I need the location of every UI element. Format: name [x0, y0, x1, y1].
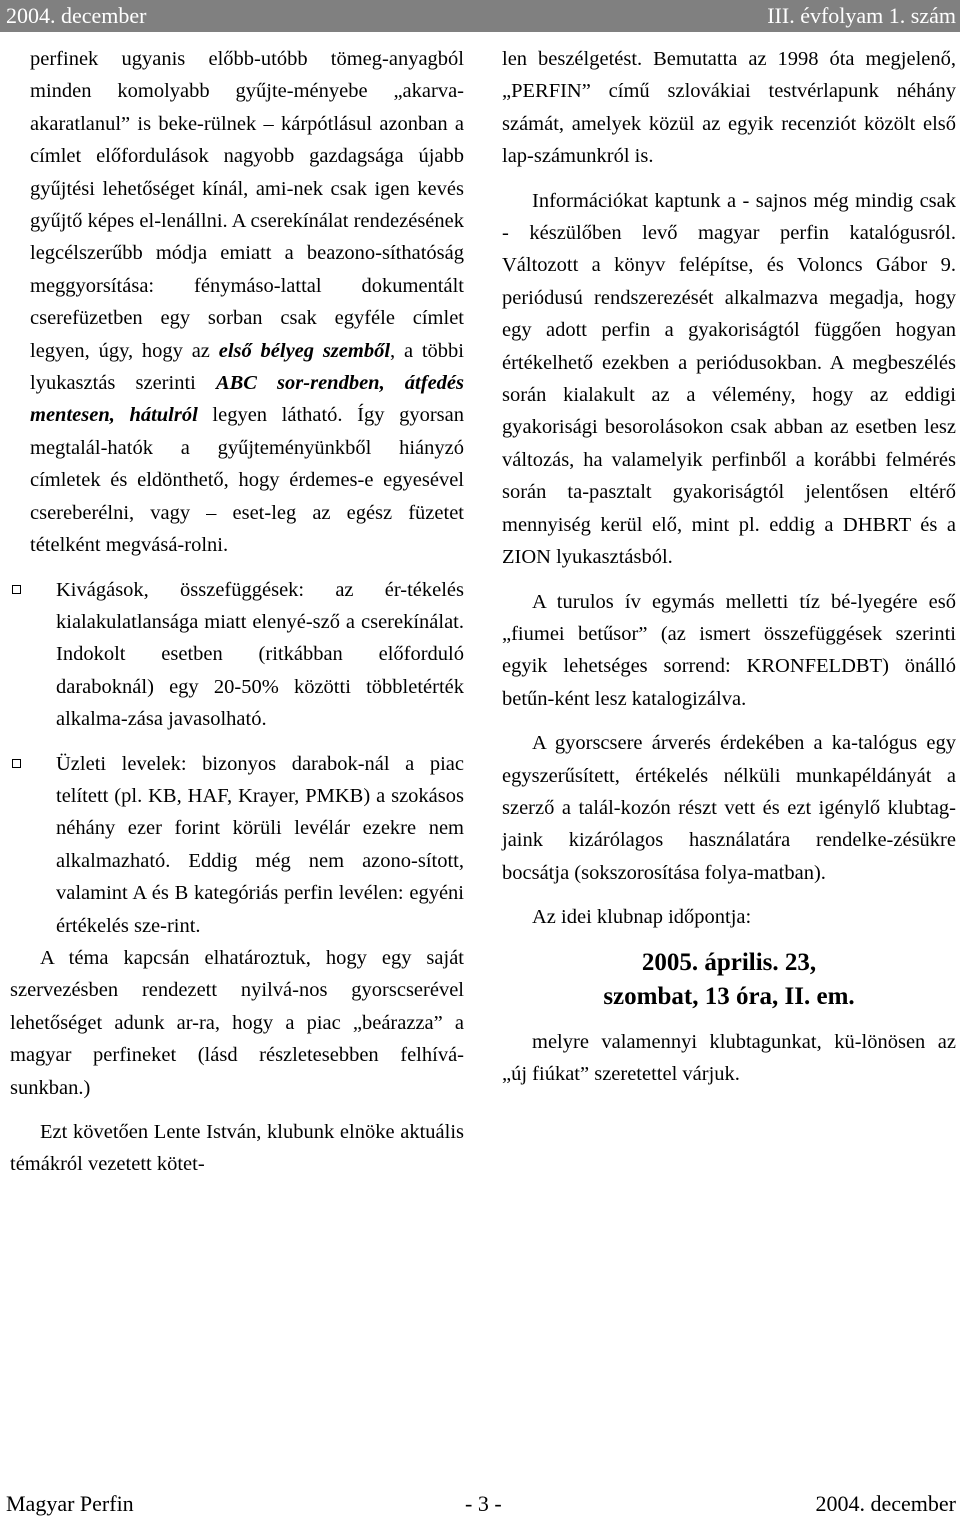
checkbox-bullet-icon	[12, 759, 21, 768]
left-paragraph-1	[30, 43, 464, 562]
header-volume: III. évfolyam 1. szám	[767, 3, 956, 28]
bullet-text: Üzleti levelek: bizonyos darabok-nál a piac telített (pl. KB, HAF, Krayer, PMKB) a szokásos néhány ezer forint körüli levélár ezekre nem alkalmazható. Eddig még nem azono-sított, valamint A és B kategóriás perfin levélen: egyéni értékelés sze-rint.	[56, 752, 464, 937]
text-run: , a többi lyukasztás szerinti	[30, 339, 464, 395]
bullet-item-uzleti-levelek	[12, 748, 464, 942]
footer-publication: Magyar Perfin	[6, 1491, 134, 1516]
bullet-text: Kivágások, összefüggések: az ér-tékelés kialakulatlansága miatt elenyé-sző a cserekínálat. Indokolt esetben (ritkábban előforduló daraboknál) egy 20-50% közötti többletérték alkalma-zása javasolható.	[56, 578, 464, 731]
right-paragraph-4: A gyorscsere árverés érdekében a ka-talógus egy egyszerűsített, értékelés nélküli munkapéldányát a szerző a talál-kozón részt vett és ezt igénylő klubtag-jaink kizárólagos használatára rendelke-zésükre bocsátja (sokszorosítása folya-matban).	[502, 732, 956, 884]
right-paragraph-2: Információkat kaptunk a - sajnos még mindig csak - készülőben levő magyar perfin katalógusról. Változott a könyv felépítse, és Volonсs Gábor 9. periódusú rendszerezését alkalmazva megadja, hogy egy adott perfin a gyakoriságtól függően hogyan értékelhető ezekben a periódusokban. A megbeszélés során kialakult az a vélemény, hogy az eddigi gyakorisági besorolásokon csak abban az esetben lesz változás, ha valamelyik perfinből a korábbi felmérés során ta-pasztalt gyakoriságtól jelentősen eltérő mennyiség kerül elő, mint pl. eddig a DHBRT és a ZION lyukasztásból.	[502, 189, 956, 569]
left-paragraph-2: A téma kapcsán elhatároztuk, hogy egy saját szervezésben rendezett nyilvá-nos gyorscserével lehetőséget adunk ar-ra, hogy a piac „beárazza” a magyar perfineket (lásd részletesebben felhívá-sunkban.)	[10, 946, 464, 1099]
club-day-label: Az idei klubnap időpontja:	[532, 906, 752, 929]
left-paragraph-3: Ezt követően Lente István, klubunk elnöke aktuális témákról vezetett kötet-	[10, 1121, 464, 1176]
left-column	[10, 43, 464, 1181]
text-run: legyen látható. Így gyorsan megtalál-hatók a gyűjteményünkből hiányzó címletek és eldönthető, hogy érdemes-e egyesével csereberélni, vagy – eset-leg az egész füzetet tételként megvásá-rolni.	[30, 404, 464, 557]
header-date: 2004. december	[6, 3, 147, 28]
right-paragraph-3: A turulos ív egymás melletti tíz bé-lyegére eső „fiumei betűsor” (az ismert összefüggések szerinti egyik lehetséges sorrend: KRONFELDBT) önálló betűn-ként lesz katalogizálva.	[502, 590, 956, 710]
bullet-item-kivagasok	[12, 574, 464, 736]
club-day-date: 2005. április. 23,	[641, 948, 817, 976]
right-paragraph-closing: melyre valamennyi klubtagunkat, kü-lönösen az „új fiúkat” szeretettel várjuk.	[502, 1030, 956, 1085]
page-footer	[0, 1489, 960, 1519]
emphasis-text: első bélyeg szemből	[218, 339, 391, 362]
footer-date: 2004. december	[815, 1491, 956, 1516]
right-paragraph-1: len beszélgetést. Bemutatta az 1998 óta megjelenő, „PERFIN” című szlovákiai testvérlapunk néhány számát, amelyek közül az egyik recenziót közölt első lap-számunkról is.	[502, 48, 956, 168]
emphasis-text: ABC sor-rendben, átfedés mentesen, hátulról	[30, 372, 464, 427]
checkbox-bullet-icon	[12, 585, 21, 594]
page-header	[0, 0, 960, 32]
club-day-time: szombat, 13 óra, II. em.	[603, 982, 855, 1010]
text-run: perfinek ugyanis előbb-utóbb tömeg-anyagból minden komolyabb gyűjte-ményebe „akarva-akaratlanul” is beke-rülnek – kárpótlásul azonban a címlet előfordulások nagyobb gazdagsága újabb gyűjtési lehetőséget kínál, ami-nek csak igen kevés gyűjtő képes el-lenállni. A cserekínálat rendezésének legcélszerűbb módja emiatt a beazono-síthatóság meggyorsítása: fénymáso-lattal dokumentált cserefüzetben egy sorban csak egyféle címlet legyen, úgy, hogy az	[30, 48, 464, 362]
footer-page-number: - 3 -	[465, 1491, 502, 1516]
right-column	[502, 43, 956, 1090]
